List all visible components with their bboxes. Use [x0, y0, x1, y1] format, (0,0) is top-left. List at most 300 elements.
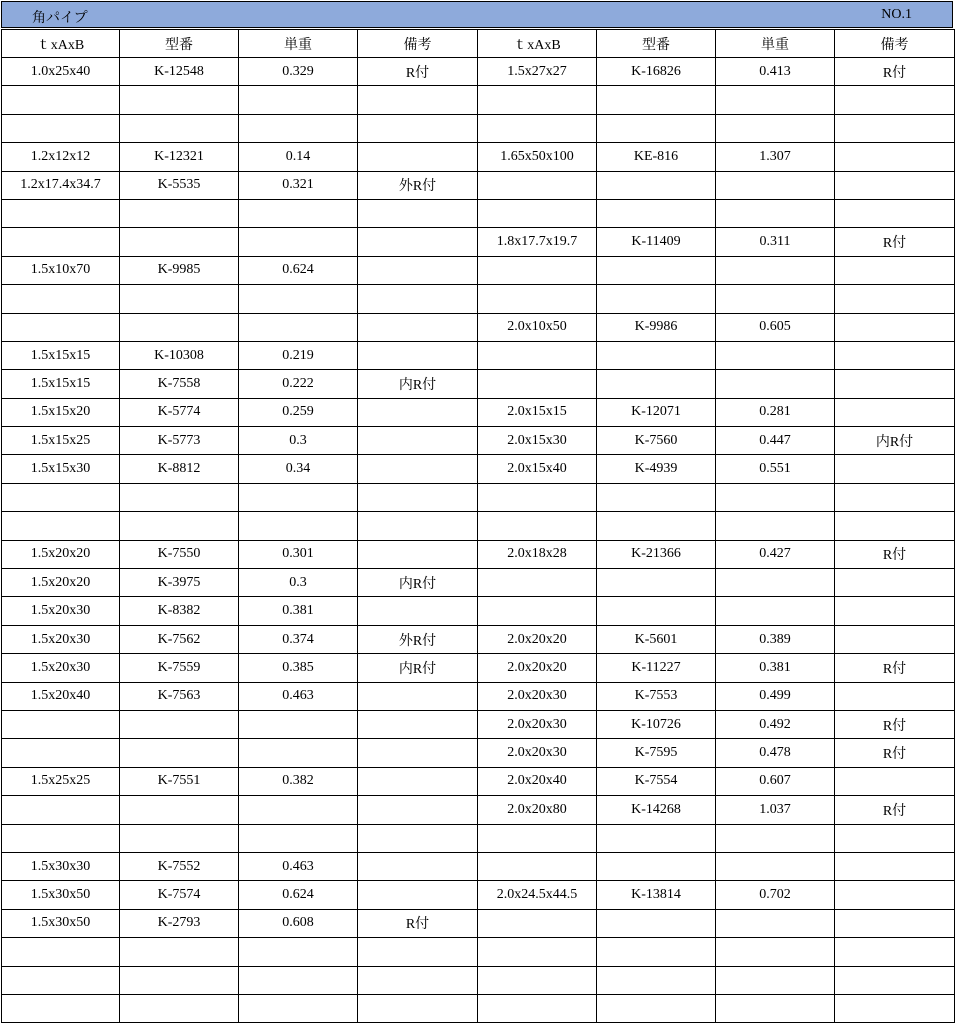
model-cell[interactable]: K-7562	[120, 625, 239, 653]
model-cell[interactable]: K-21366	[597, 540, 716, 568]
size-cell[interactable]: 2.0x20x30	[478, 710, 597, 738]
size-cell[interactable]: 1.65x50x100	[478, 143, 597, 171]
table-body	[2, 58, 955, 1023]
model-cell[interactable]: K-7551	[120, 767, 239, 795]
weight-cell[interactable]: 0.605	[716, 313, 835, 341]
size-cell[interactable]: 2.0x18x28	[478, 540, 597, 568]
weight-cell[interactable]	[239, 710, 358, 738]
model-cell[interactable]: K-5774	[120, 398, 239, 426]
model-cell[interactable]	[597, 597, 716, 625]
weight-cell[interactable]	[239, 114, 358, 142]
remarks-cell[interactable]	[835, 909, 955, 937]
weight-cell[interactable]	[239, 285, 358, 313]
size-cell[interactable]	[478, 966, 597, 994]
table-row	[2, 767, 955, 795]
remarks-cell[interactable]: 内R付	[358, 370, 478, 398]
size-cell[interactable]: 2.0x15x40	[478, 455, 597, 483]
remarks-cell[interactable]	[835, 171, 955, 199]
remarks-cell[interactable]	[358, 483, 478, 511]
remarks-cell[interactable]	[835, 569, 955, 597]
remarks-cell[interactable]	[358, 427, 478, 455]
size-cell[interactable]: 2.0x20x20	[478, 654, 597, 682]
remarks-cell[interactable]	[358, 455, 478, 483]
weight-cell[interactable]	[716, 512, 835, 540]
size-cell[interactable]: 2.0x20x30	[478, 739, 597, 767]
weight-cell[interactable]: 0.385	[239, 654, 358, 682]
model-cell[interactable]: K-4939	[597, 455, 716, 483]
size-cell[interactable]: 1.5x15x30	[2, 455, 120, 483]
remarks-cell[interactable]	[358, 881, 478, 909]
remarks-cell[interactable]: R付	[835, 796, 955, 824]
size-cell[interactable]	[2, 313, 120, 341]
remarks-cell[interactable]	[835, 398, 955, 426]
size-cell[interactable]: 2.0x10x50	[478, 313, 597, 341]
remarks-cell[interactable]	[358, 512, 478, 540]
remarks-cell[interactable]: R付	[835, 58, 955, 86]
model-cell[interactable]	[597, 852, 716, 880]
weight-cell[interactable]: 0.259	[239, 398, 358, 426]
weight-cell[interactable]	[716, 569, 835, 597]
table-row	[2, 313, 955, 341]
model-cell[interactable]: K-7553	[597, 682, 716, 710]
model-cell[interactable]	[120, 199, 239, 227]
size-cell[interactable]	[2, 483, 120, 511]
model-cell[interactable]: K-11227	[597, 654, 716, 682]
weight-header: 単重	[239, 30, 358, 58]
remarks-cell[interactable]: R付	[835, 739, 955, 767]
remarks-cell[interactable]: R付	[835, 654, 955, 682]
remarks-cell[interactable]	[358, 143, 478, 171]
size-cell[interactable]	[478, 171, 597, 199]
size-cell[interactable]	[478, 483, 597, 511]
remarks-header: 備考	[835, 30, 955, 58]
model-cell[interactable]	[120, 512, 239, 540]
model-header: 型番	[120, 30, 239, 58]
remarks-cell[interactable]: 外R付	[358, 171, 478, 199]
model-cell[interactable]	[120, 483, 239, 511]
model-cell[interactable]	[120, 86, 239, 114]
model-cell[interactable]: K-8382	[120, 597, 239, 625]
table-row	[2, 143, 955, 171]
size-cell[interactable]: 1.5x15x15	[2, 341, 120, 369]
weight-cell[interactable]	[239, 199, 358, 227]
weight-cell[interactable]	[239, 739, 358, 767]
model-cell[interactable]: K-7560	[597, 427, 716, 455]
table-row	[2, 739, 955, 767]
size-cell[interactable]	[478, 852, 597, 880]
model-cell[interactable]	[597, 994, 716, 1022]
size-cell[interactable]	[478, 994, 597, 1022]
weight-cell[interactable]: 0.463	[239, 682, 358, 710]
size-cell[interactable]: 2.0x24.5x44.5	[478, 881, 597, 909]
model-cell[interactable]: K-7559	[120, 654, 239, 682]
model-cell[interactable]	[120, 966, 239, 994]
size-cell[interactable]: 1.5x20x30	[2, 597, 120, 625]
size-cell[interactable]: 2.0x15x15	[478, 398, 597, 426]
model-cell[interactable]: K-10726	[597, 710, 716, 738]
remarks-cell[interactable]	[835, 143, 955, 171]
weight-cell[interactable]	[716, 171, 835, 199]
remarks-cell[interactable]	[835, 767, 955, 795]
weight-cell[interactable]: 0.14	[239, 143, 358, 171]
weight-cell[interactable]: 1.037	[716, 796, 835, 824]
weight-cell[interactable]	[239, 86, 358, 114]
model-cell[interactable]	[120, 994, 239, 1022]
remarks-cell[interactable]: R付	[835, 228, 955, 256]
size-cell[interactable]	[478, 569, 597, 597]
remarks-cell[interactable]	[358, 824, 478, 852]
remarks-cell[interactable]	[835, 881, 955, 909]
size-cell[interactable]	[2, 228, 120, 256]
weight-cell[interactable]: 0.3	[239, 427, 358, 455]
weight-cell[interactable]: 0.624	[239, 256, 358, 284]
remarks-cell[interactable]	[835, 370, 955, 398]
weight-cell[interactable]	[716, 852, 835, 880]
remarks-cell[interactable]	[835, 483, 955, 511]
table-row	[2, 710, 955, 738]
model-cell[interactable]	[597, 824, 716, 852]
remarks-cell[interactable]: 外R付	[358, 625, 478, 653]
size-cell[interactable]: 1.8x17.7x19.7	[478, 228, 597, 256]
size-cell[interactable]: 1.5x27x27	[478, 58, 597, 86]
weight-cell[interactable]: 0.381	[239, 597, 358, 625]
weight-cell[interactable]	[716, 824, 835, 852]
model-cell[interactable]: KE-816	[597, 143, 716, 171]
table-row	[2, 58, 955, 86]
weight-cell[interactable]: 0.447	[716, 427, 835, 455]
size-cell[interactable]: 1.2x17.4x34.7	[2, 171, 120, 199]
model-cell[interactable]: K-12321	[120, 143, 239, 171]
model-cell[interactable]	[597, 86, 716, 114]
model-cell[interactable]: K-13814	[597, 881, 716, 909]
model-cell[interactable]	[120, 285, 239, 313]
size-cell[interactable]	[2, 86, 120, 114]
size-cell[interactable]	[478, 86, 597, 114]
model-cell[interactable]	[120, 228, 239, 256]
weight-cell[interactable]: 0.463	[239, 852, 358, 880]
model-cell[interactable]	[597, 285, 716, 313]
weight-cell[interactable]	[239, 228, 358, 256]
remarks-cell[interactable]	[835, 852, 955, 880]
model-cell[interactable]	[597, 569, 716, 597]
model-cell[interactable]	[597, 512, 716, 540]
weight-cell[interactable]: 0.624	[239, 881, 358, 909]
size-cell[interactable]: 2.0x20x30	[478, 682, 597, 710]
model-cell[interactable]: K-8812	[120, 455, 239, 483]
size-cell[interactable]	[2, 739, 120, 767]
remarks-cell[interactable]	[358, 597, 478, 625]
remarks-cell[interactable]	[358, 313, 478, 341]
weight-cell[interactable]: 0.413	[716, 58, 835, 86]
model-cell[interactable]	[597, 199, 716, 227]
size-cell[interactable]: 1.2x12x12	[2, 143, 120, 171]
weight-cell[interactable]: 0.608	[239, 909, 358, 937]
remarks-cell[interactable]	[358, 228, 478, 256]
size-cell[interactable]: 1.5x20x20	[2, 569, 120, 597]
table-row	[2, 909, 955, 937]
remarks-cell[interactable]	[358, 398, 478, 426]
weight-cell[interactable]	[239, 994, 358, 1022]
model-cell[interactable]	[120, 796, 239, 824]
remarks-cell[interactable]	[835, 682, 955, 710]
model-cell[interactable]	[120, 824, 239, 852]
weight-cell[interactable]: 0.34	[239, 455, 358, 483]
model-cell[interactable]	[120, 739, 239, 767]
weight-cell[interactable]: 0.389	[716, 625, 835, 653]
model-cell[interactable]: K-7563	[120, 682, 239, 710]
size-cell[interactable]	[478, 938, 597, 966]
size-cell[interactable]	[478, 114, 597, 142]
weight-cell[interactable]: 0.301	[239, 540, 358, 568]
remarks-cell[interactable]	[835, 455, 955, 483]
remarks-cell[interactable]	[358, 256, 478, 284]
table-row	[2, 796, 955, 824]
weight-cell[interactable]: 0.702	[716, 881, 835, 909]
remarks-cell[interactable]	[358, 710, 478, 738]
model-cell[interactable]: K-7552	[120, 852, 239, 880]
model-cell[interactable]: K-5773	[120, 427, 239, 455]
weight-cell[interactable]: 0.374	[239, 625, 358, 653]
size-cell[interactable]: 1.0x25x40	[2, 58, 120, 86]
weight-cell[interactable]: 0.478	[716, 739, 835, 767]
remarks-cell[interactable]	[835, 938, 955, 966]
remarks-cell[interactable]	[835, 341, 955, 369]
model-cell[interactable]: K-7558	[120, 370, 239, 398]
weight-cell[interactable]: 1.307	[716, 143, 835, 171]
remarks-cell[interactable]	[358, 114, 478, 142]
size-cell[interactable]: 1.5x20x40	[2, 682, 120, 710]
sheet-title: 角パイプ	[32, 11, 88, 26]
remarks-cell[interactable]: R付	[358, 909, 478, 937]
remarks-cell[interactable]	[835, 114, 955, 142]
table-row	[2, 370, 955, 398]
weight-cell[interactable]	[716, 114, 835, 142]
remarks-cell[interactable]	[358, 852, 478, 880]
remarks-cell[interactable]	[358, 796, 478, 824]
remarks-cell[interactable]	[358, 341, 478, 369]
model-cell[interactable]: K-7574	[120, 881, 239, 909]
weight-cell[interactable]	[716, 994, 835, 1022]
model-cell[interactable]	[597, 909, 716, 937]
weight-cell[interactable]: 0.499	[716, 682, 835, 710]
weight-cell[interactable]: 0.219	[239, 341, 358, 369]
size-cell[interactable]: 1.5x20x30	[2, 625, 120, 653]
table-row	[2, 625, 955, 653]
table-row	[2, 540, 955, 568]
model-cell[interactable]	[120, 938, 239, 966]
remarks-cell[interactable]	[835, 313, 955, 341]
size-cell[interactable]	[478, 341, 597, 369]
size-cell[interactable]	[478, 256, 597, 284]
size-cell[interactable]: 1.5x30x50	[2, 881, 120, 909]
weight-cell[interactable]	[716, 909, 835, 937]
size-cell[interactable]	[2, 938, 120, 966]
remarks-cell[interactable]	[358, 199, 478, 227]
sheet-header-bar	[1, 1, 953, 28]
table-row	[2, 114, 955, 142]
remarks-cell[interactable]	[358, 86, 478, 114]
weight-cell[interactable]: 0.382	[239, 767, 358, 795]
weight-cell[interactable]: 0.222	[239, 370, 358, 398]
size-cell[interactable]	[2, 114, 120, 142]
size-cell[interactable]	[478, 909, 597, 937]
size-cell[interactable]	[2, 994, 120, 1022]
remarks-cell[interactable]	[358, 966, 478, 994]
weight-cell[interactable]	[716, 285, 835, 313]
model-cell[interactable]	[597, 483, 716, 511]
weight-cell[interactable]	[239, 938, 358, 966]
remarks-cell[interactable]	[835, 597, 955, 625]
table-row	[2, 256, 955, 284]
model-cell[interactable]	[597, 370, 716, 398]
remarks-cell[interactable]	[358, 767, 478, 795]
model-cell[interactable]	[120, 313, 239, 341]
model-cell[interactable]	[597, 171, 716, 199]
weight-cell[interactable]: 0.427	[716, 540, 835, 568]
size-cell[interactable]	[2, 796, 120, 824]
size-cell[interactable]	[2, 966, 120, 994]
remarks-cell[interactable]	[358, 938, 478, 966]
model-cell[interactable]: K-16826	[597, 58, 716, 86]
table-row	[2, 455, 955, 483]
remarks-cell[interactable]	[358, 682, 478, 710]
remarks-cell[interactable]: R付	[835, 540, 955, 568]
remarks-cell[interactable]	[835, 625, 955, 653]
size-cell[interactable]: 2.0x20x40	[478, 767, 597, 795]
size-cell[interactable]	[478, 199, 597, 227]
model-cell[interactable]: K-9986	[597, 313, 716, 341]
model-cell[interactable]: K-10308	[120, 341, 239, 369]
weight-cell[interactable]	[239, 313, 358, 341]
model-cell[interactable]: K-7550	[120, 540, 239, 568]
remarks-cell[interactable]: 内R付	[358, 569, 478, 597]
remarks-cell[interactable]	[835, 86, 955, 114]
size-cell[interactable]: 1.5x10x70	[2, 256, 120, 284]
size-cell[interactable]: 1.5x15x15	[2, 370, 120, 398]
size-cell[interactable]: 1.5x20x30	[2, 654, 120, 682]
remarks-cell[interactable]	[358, 285, 478, 313]
remarks-cell[interactable]	[835, 256, 955, 284]
remarks-cell[interactable]	[835, 994, 955, 1022]
size-cell[interactable]	[2, 710, 120, 738]
table-header-row	[2, 30, 955, 58]
model-cell[interactable]: K-5535	[120, 171, 239, 199]
remarks-cell[interactable]: 内R付	[358, 654, 478, 682]
remarks-cell[interactable]: R付	[358, 58, 478, 86]
model-cell[interactable]: K-2793	[120, 909, 239, 937]
remarks-cell[interactable]	[835, 966, 955, 994]
model-cell[interactable]: K-9985	[120, 256, 239, 284]
weight-cell[interactable]	[239, 966, 358, 994]
remarks-cell[interactable]	[358, 540, 478, 568]
remarks-cell[interactable]	[835, 824, 955, 852]
size-cell[interactable]: 1.5x15x20	[2, 398, 120, 426]
weight-cell[interactable]	[239, 512, 358, 540]
model-cell[interactable]: K-12071	[597, 398, 716, 426]
remarks-header: 備考	[358, 30, 478, 58]
weight-cell[interactable]	[716, 966, 835, 994]
weight-cell[interactable]	[716, 199, 835, 227]
weight-cell[interactable]: 0.381	[716, 654, 835, 682]
size-cell[interactable]: 1.5x30x30	[2, 852, 120, 880]
weight-cell[interactable]	[716, 370, 835, 398]
table-row	[2, 199, 955, 227]
model-cell[interactable]	[597, 114, 716, 142]
size-cell[interactable]: 1.5x20x20	[2, 540, 120, 568]
weight-cell[interactable]	[716, 256, 835, 284]
weight-cell[interactable]	[239, 824, 358, 852]
remarks-cell[interactable]	[358, 739, 478, 767]
size-cell[interactable]	[2, 285, 120, 313]
model-cell[interactable]: K-14268	[597, 796, 716, 824]
weight-cell[interactable]	[716, 483, 835, 511]
weight-cell[interactable]: 0.329	[239, 58, 358, 86]
weight-cell[interactable]	[716, 86, 835, 114]
size-cell[interactable]	[478, 512, 597, 540]
weight-cell[interactable]	[716, 597, 835, 625]
weight-cell[interactable]: 0.551	[716, 455, 835, 483]
weight-cell[interactable]	[239, 483, 358, 511]
model-cell[interactable]: K-7595	[597, 739, 716, 767]
weight-cell[interactable]: 0.607	[716, 767, 835, 795]
weight-cell[interactable]: 0.492	[716, 710, 835, 738]
weight-header: 単重	[716, 30, 835, 58]
weight-cell[interactable]: 0.281	[716, 398, 835, 426]
model-cell[interactable]	[597, 938, 716, 966]
model-cell[interactable]: K-11409	[597, 228, 716, 256]
model-cell[interactable]: K-12548	[120, 58, 239, 86]
model-cell[interactable]	[120, 710, 239, 738]
size-cell[interactable]	[2, 824, 120, 852]
size-cell[interactable]: 1.5x30x50	[2, 909, 120, 937]
size-cell[interactable]	[478, 370, 597, 398]
remarks-cell[interactable]	[358, 994, 478, 1022]
weight-cell[interactable]: 0.311	[716, 228, 835, 256]
size-cell[interactable]	[478, 285, 597, 313]
size-cell[interactable]	[478, 597, 597, 625]
size-cell[interactable]	[478, 824, 597, 852]
model-cell[interactable]	[597, 256, 716, 284]
table-row	[2, 938, 955, 966]
table-row	[2, 682, 955, 710]
weight-cell[interactable]: 0.321	[239, 171, 358, 199]
size-cell[interactable]: 1.5x15x25	[2, 427, 120, 455]
remarks-cell[interactable]	[835, 512, 955, 540]
weight-cell[interactable]	[716, 938, 835, 966]
weight-cell[interactable]: 0.3	[239, 569, 358, 597]
size-cell[interactable]: 2.0x15x30	[478, 427, 597, 455]
size-cell[interactable]	[2, 512, 120, 540]
weight-cell[interactable]	[716, 341, 835, 369]
weight-cell[interactable]	[239, 796, 358, 824]
table-row	[2, 427, 955, 455]
remarks-cell[interactable]: R付	[835, 710, 955, 738]
size-cell[interactable]: 2.0x20x80	[478, 796, 597, 824]
remarks-cell[interactable]	[835, 285, 955, 313]
model-cell[interactable]: K-7554	[597, 767, 716, 795]
table-row	[2, 171, 955, 199]
size-cell[interactable]	[2, 199, 120, 227]
model-cell[interactable]: K-5601	[597, 625, 716, 653]
model-cell[interactable]	[120, 114, 239, 142]
model-cell[interactable]: K-3975	[120, 569, 239, 597]
size-cell[interactable]: 1.5x25x25	[2, 767, 120, 795]
remarks-cell[interactable]: 内R付	[835, 427, 955, 455]
model-cell[interactable]	[597, 966, 716, 994]
model-cell[interactable]	[597, 341, 716, 369]
remarks-cell[interactable]	[835, 199, 955, 227]
size-cell[interactable]: 2.0x20x20	[478, 625, 597, 653]
